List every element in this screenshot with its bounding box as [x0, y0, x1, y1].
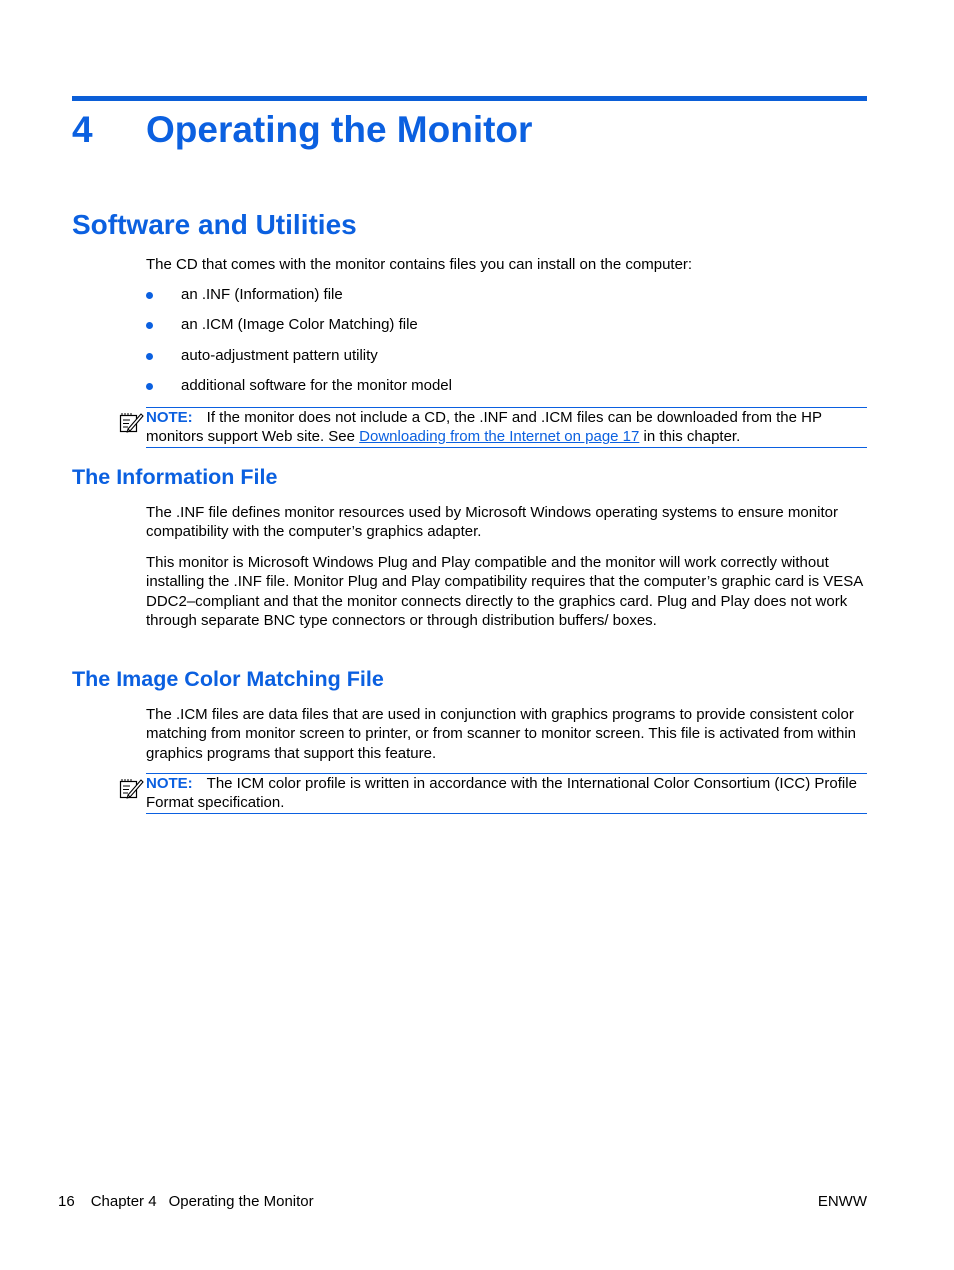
- info-file-paragraph-1: The .INF file defines monitor resources used by Microsoft Windows operating systems to ensure monitor compatibility with the computer’s graphics adapter.: [146, 504, 838, 541]
- bullet-list: [146, 285, 867, 407]
- list-item: [146, 376, 867, 406]
- note-label: NOTE:: [146, 775, 193, 792]
- list-item-text: additional software for the monitor model: [181, 377, 452, 395]
- icm-file-paragraph: The .ICM files are data files that are used in conjunction with graphics programs to provide consistent color matching from monitor screen to printer, or from scanner to monitor screen. This file is activated from within graphics programs that support this feature.: [146, 706, 856, 762]
- list-item: [146, 346, 867, 376]
- list-item-text: an .ICM (Image Color Matching) file: [181, 316, 418, 334]
- bullet-icon: [146, 322, 153, 329]
- chapter-heading: [72, 106, 532, 154]
- icm-file-heading: The Image Color Matching File: [72, 667, 384, 691]
- page-footer-left: [58, 1192, 330, 1212]
- section-intro: The CD that comes with the monitor contains files you can install on the computer:: [146, 256, 693, 273]
- info-file-heading: The Information File: [72, 465, 278, 489]
- footer-chapter-label: Chapter 4: [90, 1193, 157, 1210]
- page-number: 16: [58, 1193, 75, 1210]
- note-text: If the monitor does not include a CD, the .INF and .ICM files can be downloaded from the HP monitors support Web site. See: [146, 409, 822, 446]
- bullet-icon: [146, 353, 153, 360]
- list-item-text: an .INF (Information) file: [181, 286, 343, 303]
- list-item: [146, 315, 867, 345]
- section-title: Software and Utilities: [72, 209, 357, 240]
- list-item: [146, 285, 867, 315]
- note-text-after: in this chapter.: [639, 428, 741, 446]
- chapter-rule: [72, 96, 867, 101]
- chapter-number: 4: [72, 109, 93, 150]
- note-label: NOTE:: [146, 409, 193, 426]
- info-file-paragraph-2: This monitor is Microsoft Windows Plug and Play compatible and the monitor will work correctly without installing the .INF file. Monitor Plug and Play compatibility requires that the computer’s graphic card is VESA DDC2–compliant and that the monitor connects directly to the graphics card. Plug and Play does not work through separate BNC type connectors or through distribution buffers/ boxes.: [146, 554, 863, 630]
- chapter-title: Operating the Monitor: [146, 109, 533, 150]
- list-item-text: auto-adjustment pattern utility: [181, 346, 378, 364]
- bullet-icon: [146, 292, 153, 299]
- note-text: The ICM color profile is written in accordance with the International Color Consortium (ICC) Profile Format specification.: [146, 775, 857, 812]
- note-pencil-icon: [119, 777, 144, 799]
- note-pencil-icon: [119, 411, 144, 433]
- bullet-icon: [146, 383, 153, 390]
- downloading-link[interactable]: Downloading from the Internet on page 17: [359, 428, 640, 446]
- note-box: [146, 773, 867, 814]
- footer-chapter-title: Operating the Monitor: [168, 1193, 314, 1210]
- note-box: [146, 407, 867, 448]
- page-footer-right: ENWW: [817, 1193, 867, 1210]
